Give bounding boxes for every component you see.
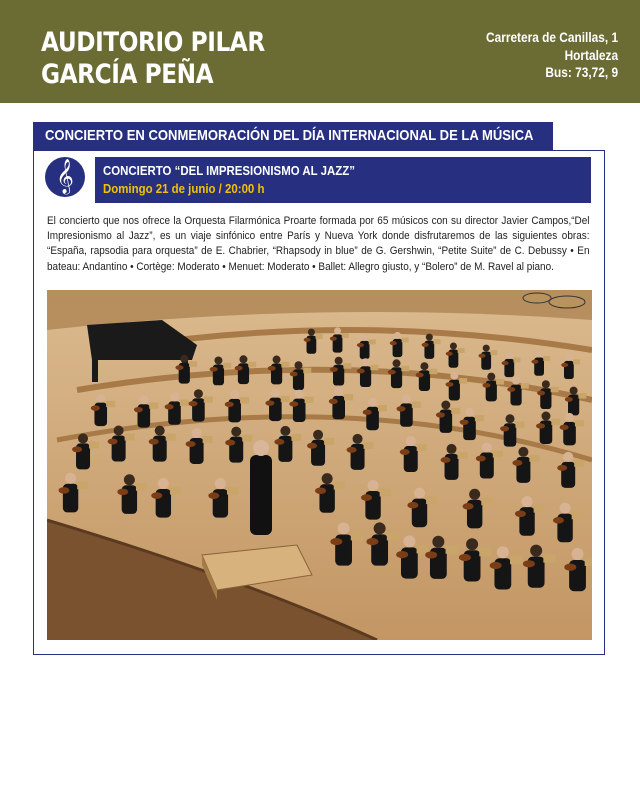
address-bus: Bus: 73,72, 9 — [545, 65, 618, 80]
address-street: Carretera de Canillas, 1 — [485, 30, 618, 45]
header-banner — [0, 0, 640, 103]
event-description: El concierto que nos ofrece la Orquesta Filarmónica Proarte formada por 65 músicos con su director Javier Campos,“Del Impresionismo al Jazz”, es un viaje sinfónico entre París y Nueva York donde disfrutaremos de las siguientes obras: “España, rapsodia para orquesta” de E. Chabrier, “Rhapsody in blue” de G. Gershwin, “Petite Suite” de C. Debussy • En bateau: Andantino • Cortège: Moderato • Menuet: Moderato • Ballet: Allegro giusto, y “Bolero” de M. Ravel al piano. — [47, 215, 590, 273]
event-title: CONCIERTO “DEL IMPRESIONISMO AL JAZZ” — [103, 163, 355, 178]
venue-name — [41, 27, 265, 91]
section-title-text: CONCIERTO EN CONMEMORACIÓN DEL DÍA INTERNACIONAL DE LA MÚSICA — [45, 127, 534, 144]
address-district: Hortaleza — [564, 47, 618, 63]
venue-name-line2: GARCÍA PEÑA — [41, 59, 214, 90]
orchestra-photo — [47, 290, 592, 640]
event-date: Domingo 21 de junio / 20:00 h — [103, 181, 265, 196]
venue-address — [486, 29, 618, 82]
venue-name-line1: AUDITORIO PILAR — [41, 27, 265, 58]
treble-clef-icon: 𝄞 — [45, 157, 85, 197]
event-header — [95, 157, 591, 203]
section-title — [33, 122, 553, 150]
